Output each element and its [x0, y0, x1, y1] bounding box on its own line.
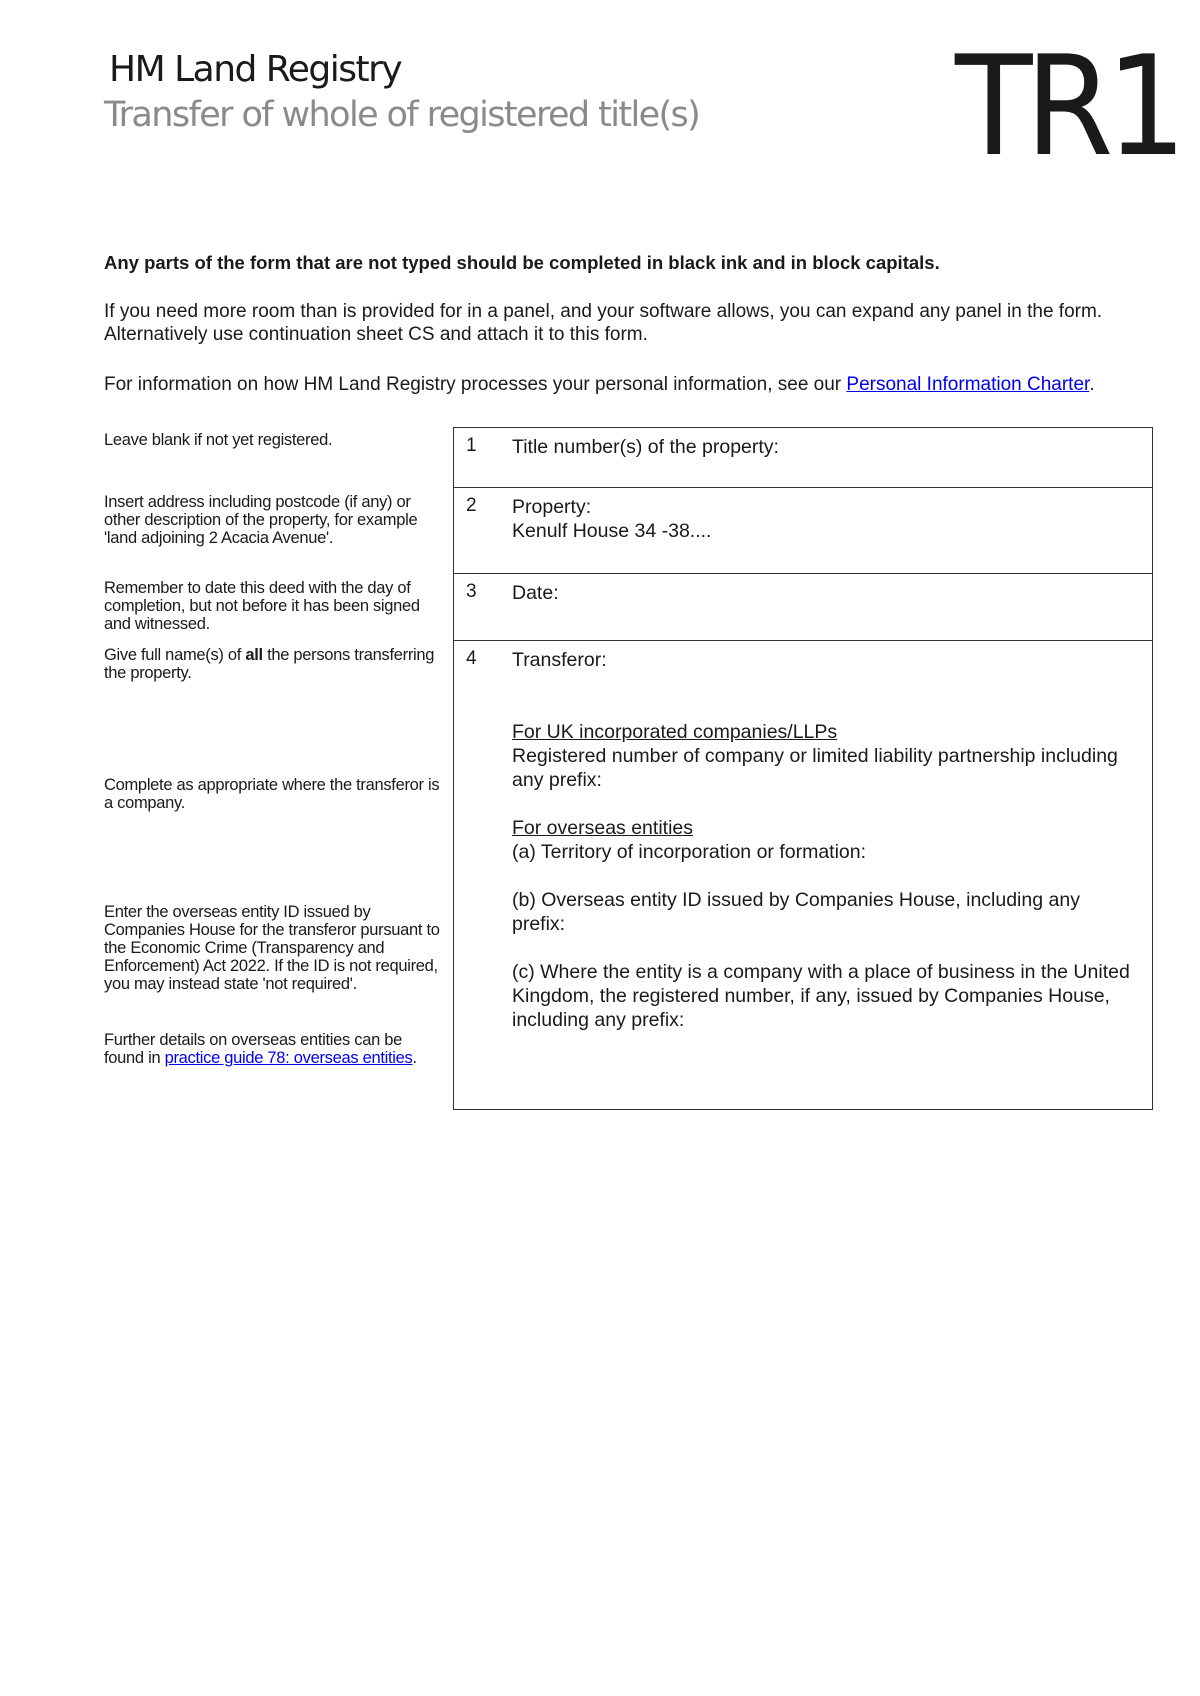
property-value[interactable]: Kenulf House 34 -38.... [512, 520, 712, 542]
panel-number: 3 [466, 581, 477, 602]
note-company: Complete as appropriate where the transferor is a company. [104, 776, 440, 812]
note-transferor-bold: all [245, 646, 263, 664]
note-transferor-suffix: the persons transferring the property. [104, 646, 435, 682]
personal-information-charter-link[interactable]: Personal Information Charter [846, 374, 1090, 395]
note-date: Remember to date this deed with the day of completion, but not before it has been signed and witnessed. [104, 579, 420, 633]
form-title: Transfer of whole of registered title(s) [104, 95, 700, 135]
ink-notice: Any parts of the form that are not typed should be completed in black ink and in block capitals. [104, 252, 940, 273]
privacy-suffix: . [1089, 374, 1095, 395]
panel-label: Property: [512, 496, 592, 518]
privacy-notice [104, 373, 1134, 396]
panel-transferor[interactable] [453, 640, 1153, 1110]
note-overseas-guide [104, 1031, 444, 1067]
panel-number: 4 [466, 648, 477, 669]
uk-companies-heading: For UK incorporated companies/LLPs [512, 721, 838, 743]
uk-place-of-business-label: (c) Where the entity is a company with a place of business in the United Kingdom, the registered number, if any, issued by Companies House, including any prefix: [512, 961, 1130, 1031]
note-title-number: Leave blank if not yet registered. [104, 431, 333, 449]
form-panels [453, 427, 1153, 1110]
continuation-notice: If you need more room than is provided for in a panel, and your software allows, you can expand any panel in the form. Alternatively use continuation sheet CS and attach it to this form. [104, 301, 1103, 345]
practice-guide-78-link[interactable]: practice guide 78: overseas entities [164, 1049, 413, 1067]
panel-date[interactable] [453, 573, 1153, 640]
panel-number: 2 [466, 495, 477, 516]
note-guide-prefix: Further details on overseas entities can be found in [104, 1031, 403, 1067]
panel-property[interactable] [453, 487, 1153, 573]
note-overseas-id: Enter the overseas entity ID issued by Companies House for the transferor pursuant to the Economic Crime (Transparency and Enforcement) Act 2022. If the ID is not required, you may instead state 'not required'. [104, 903, 440, 993]
territory-label: (a) Territory of incorporation or formation: [512, 841, 867, 863]
panel-label: Transferor: [512, 649, 607, 671]
overseas-entities-heading: For overseas entities [512, 817, 693, 839]
form-code: TR1 [955, 26, 1180, 187]
privacy-prefix: For information on how HM Land Registry processes your personal information, see our [104, 374, 847, 395]
uk-registered-number-label: Registered number of company or limited liability partnership including any prefix: [512, 745, 1118, 791]
panel-number: 1 [466, 435, 477, 456]
panel-label: Title number(s) of the property: [512, 436, 779, 458]
note-transferor-prefix: Give full name(s) of [104, 646, 246, 664]
overseas-entity-id-label: (b) Overseas entity ID issued by Companies House, including any prefix: [512, 889, 1080, 935]
note-property: Insert address including postcode (if any) or other description of the property, for example 'land adjoining 2 Acacia Avenue'. [104, 493, 418, 547]
note-guide-suffix: . [412, 1049, 417, 1067]
panel-label: Date: [512, 582, 559, 604]
panel-title-number[interactable] [453, 427, 1153, 487]
note-transferor [104, 646, 444, 682]
organisation-name: HM Land Registry [109, 49, 402, 90]
